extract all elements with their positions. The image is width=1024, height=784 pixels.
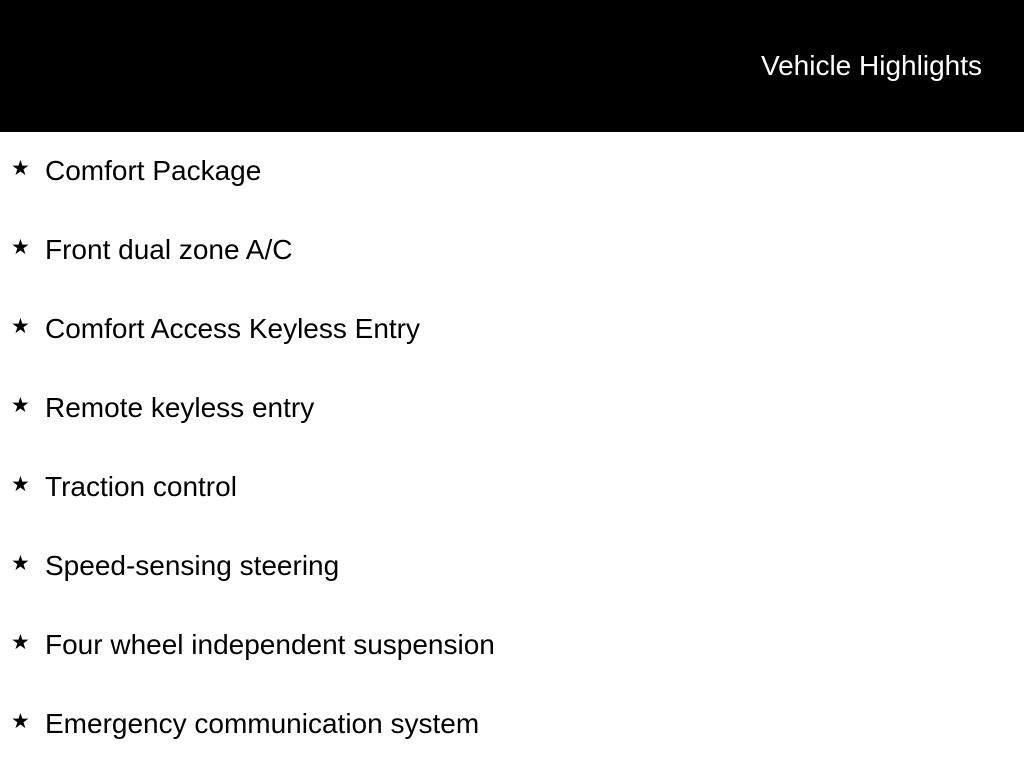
vehicle-highlights-list [0, 152, 1024, 784]
list-item [0, 152, 1024, 231]
list-item-label: Comfort Access Keyless Entry [45, 313, 421, 344]
list-item-label: Traction control [45, 471, 237, 502]
star-icon: ★ [11, 236, 30, 259]
star-icon: ★ [11, 157, 30, 180]
list-item [0, 468, 1024, 547]
list-item-label: Four wheel independent suspension [45, 629, 495, 660]
list-item-label: Remote keyless entry [45, 392, 315, 423]
star-icon: ★ [11, 394, 30, 417]
header-bar [0, 0, 1024, 132]
list-item-label: Front dual zone A/C [45, 234, 293, 265]
list-item [0, 231, 1024, 310]
list-item [0, 626, 1024, 705]
star-icon: ★ [11, 552, 30, 575]
list-item [0, 547, 1024, 626]
star-icon: ★ [11, 315, 30, 338]
list-item [0, 389, 1024, 468]
list-item [0, 705, 1024, 784]
list-item [0, 310, 1024, 389]
list-item-label: Comfort Package [45, 155, 262, 186]
star-icon: ★ [11, 631, 30, 654]
star-icon: ★ [11, 710, 30, 733]
star-icon: ★ [11, 473, 30, 496]
page-title: Vehicle Highlights [760, 50, 982, 81]
list-item-label: Emergency communication system [45, 708, 480, 739]
list-item-label: Speed-sensing steering [45, 550, 340, 581]
